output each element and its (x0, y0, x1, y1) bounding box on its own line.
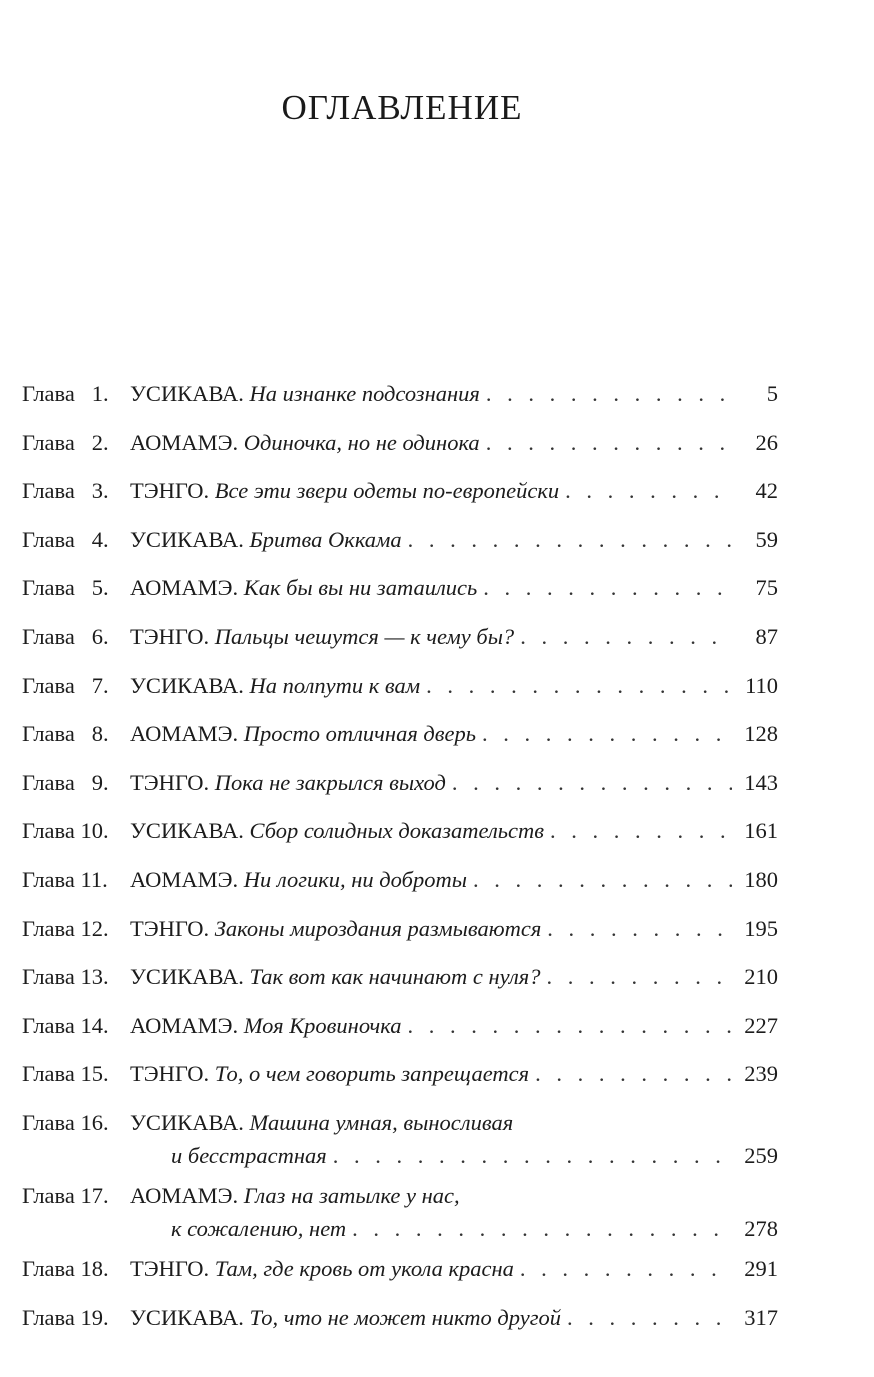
toc-entry (22, 720, 778, 769)
dot-leader (520, 1255, 732, 1283)
chapter-number: Глава 15. (22, 1061, 109, 1087)
chapter-hero: АОМАМЭ. (130, 1012, 239, 1038)
toc-entry (22, 526, 778, 575)
page-number: 195 (744, 915, 778, 941)
toc-entry (22, 769, 778, 818)
chapter-number: Глава 17. (22, 1182, 109, 1208)
chapter-subtitle: Законы мироздания размываются (214, 915, 542, 941)
dot-leader (482, 720, 732, 748)
chapter-hero: ТЭНГО. (130, 623, 210, 649)
page-number: 110 (745, 672, 778, 698)
toc-entry (22, 380, 778, 429)
chapter-subtitle: Просто отличная дверь (243, 721, 477, 747)
page-title: ОГЛАВЛЕНИЕ (281, 88, 523, 127)
page-number: 227 (744, 1012, 778, 1038)
chapter-number: Глава 4. (22, 526, 109, 552)
chapter-subtitle: Так вот как начинают с нуля? (249, 964, 541, 990)
dot-leader (486, 380, 732, 408)
chapter-number: Глава 13. (22, 964, 109, 990)
toc-entry (22, 429, 778, 478)
page-number: 239 (744, 1061, 778, 1087)
chapter-hero: УСИКАВА. (130, 381, 244, 406)
chapter-subtitle: Ни логики, ни доброты (243, 866, 467, 892)
toc-entry (22, 1255, 778, 1304)
chapter-number: Глава 16. (22, 1109, 109, 1135)
page-number: 87 (755, 623, 778, 649)
dot-leader (407, 1012, 732, 1040)
chapter-hero: УСИКАВА. (130, 818, 244, 844)
chapter-number: Глава 2. (22, 429, 109, 455)
toc-entry (22, 963, 778, 1012)
chapter-hero: ТЭНГО. (130, 769, 210, 795)
page-number: 42 (755, 478, 778, 504)
chapter-number: Глава 18. (22, 1255, 109, 1281)
chapter-number: Глава 12. (22, 915, 109, 941)
chapter-subtitle: Одиночка, но не одинока (243, 429, 480, 455)
chapter-hero: ТЭНГО. (130, 1061, 210, 1087)
page-number: 143 (744, 769, 778, 795)
chapter-number: Глава 11. (22, 866, 108, 892)
dot-leader (452, 769, 732, 797)
page-number: 278 (744, 1215, 778, 1241)
page-number: 75 (755, 575, 778, 601)
page-number: 291 (744, 1255, 778, 1281)
toc-entry (22, 1060, 778, 1109)
dot-leader (547, 963, 732, 991)
chapter-subtitle: Пальцы чешутся — к чему бы? (214, 623, 515, 649)
dot-leader (520, 623, 732, 651)
dot-leader (565, 477, 732, 505)
chapter-subtitle: На изнанке подсознания (249, 381, 480, 406)
dot-leader (483, 574, 732, 602)
chapter-hero: ТЭНГО. (130, 478, 210, 504)
dot-leader (352, 1215, 732, 1243)
dot-leader (473, 866, 732, 894)
page-number: 210 (744, 964, 778, 990)
toc-entry (22, 1109, 778, 1182)
dot-leader (486, 429, 732, 457)
chapter-hero: АОМАМЭ. (130, 721, 239, 747)
dot-leader (550, 817, 732, 845)
chapter-hero: ТЭНГО. (130, 1255, 210, 1281)
chapter-subtitle-continued: и бесстрастная (171, 1142, 327, 1168)
page-number: 180 (744, 866, 778, 892)
toc-entry (22, 1182, 778, 1255)
toc-entry (22, 623, 778, 672)
chapter-number: Глава 10. (22, 818, 109, 844)
page-number: 317 (744, 1304, 778, 1330)
chapter-number: Глава 1. (22, 381, 109, 406)
chapter-hero: УСИКАВА. (130, 672, 244, 698)
toc-entry (22, 817, 778, 866)
table-of-contents (22, 380, 778, 1352)
chapter-hero: АОМАМЭ. (130, 866, 239, 892)
chapter-subtitle: Там, где кровь от укола красна (214, 1255, 514, 1281)
chapter-number: Глава 14. (22, 1012, 109, 1038)
page-number: 128 (744, 721, 778, 747)
chapter-number: Глава 19. (22, 1304, 109, 1330)
toc-entry (22, 915, 778, 964)
chapter-subtitle-continued: к сожалению, нет (171, 1215, 347, 1241)
chapter-number: Глава 5. (22, 575, 109, 601)
page-number: 26 (755, 429, 778, 455)
toc-entry (22, 866, 778, 915)
chapter-subtitle: Бритва Оккама (249, 526, 402, 552)
chapter-hero: ТЭНГО. (130, 915, 210, 941)
chapter-subtitle: Пока не закрылся выход (214, 769, 446, 795)
dot-leader (547, 915, 732, 943)
toc-entry (22, 574, 778, 623)
chapter-subtitle: Глаз на затылке у нас, (243, 1182, 460, 1208)
chapter-number: Глава 9. (22, 769, 109, 795)
toc-entry (22, 1012, 778, 1061)
page-number: 259 (744, 1142, 778, 1168)
toc-entry (22, 1304, 778, 1353)
page-number: 59 (755, 526, 778, 552)
chapter-hero: УСИКАВА. (130, 1304, 244, 1330)
chapter-subtitle: На полпути к вам (249, 672, 421, 698)
dot-leader (408, 526, 732, 554)
chapter-number: Глава 6. (22, 623, 109, 649)
toc-entry (22, 477, 778, 526)
chapter-subtitle: Машина умная, выносливая (249, 1109, 514, 1135)
chapter-subtitle: Моя Кровиночка (243, 1012, 402, 1038)
chapter-hero: АОМАМЭ. (130, 575, 239, 601)
chapter-hero: УСИКАВА. (130, 964, 244, 990)
dot-leader (333, 1142, 732, 1170)
chapter-subtitle: Все эти звери одеты по-европейски (214, 478, 560, 504)
toc-entry (22, 672, 778, 721)
chapter-hero: АОМАМЭ. (130, 429, 239, 455)
dot-leader (426, 672, 732, 700)
chapter-subtitle: Как бы вы ни затаились (243, 575, 478, 601)
page-number: 5 (766, 381, 778, 406)
chapter-subtitle: Сбор солидных доказательств (249, 818, 545, 844)
dot-leader (567, 1304, 732, 1332)
chapter-number: Глава 3. (22, 478, 109, 504)
dot-leader (535, 1060, 732, 1088)
chapter-number: Глава 8. (22, 721, 109, 747)
chapter-hero: УСИКАВА. (130, 526, 244, 552)
chapter-subtitle: То, о чем говорить запрещается (214, 1061, 530, 1087)
chapter-subtitle: То, что не может никто другой (249, 1304, 561, 1330)
page-number: 161 (744, 818, 778, 844)
chapter-hero: АОМАМЭ. (130, 1182, 239, 1208)
chapter-number: Глава 7. (22, 672, 109, 698)
chapter-hero: УСИКАВА. (130, 1109, 244, 1135)
